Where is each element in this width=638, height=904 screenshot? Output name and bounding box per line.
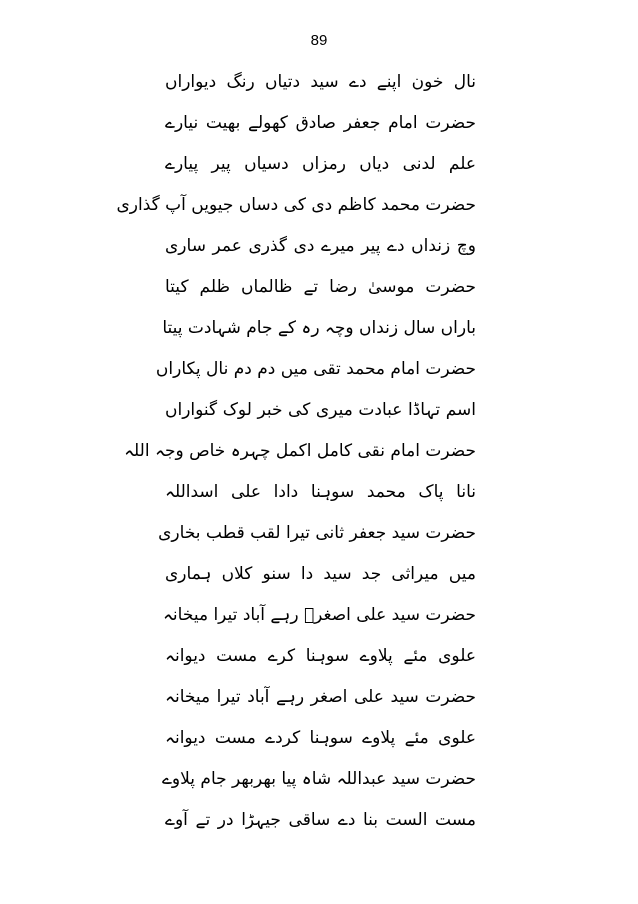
verse-line: میں میراثی جد سید دا سنو کلاں ہماری (165, 564, 476, 584)
verse-line: علوی مئے پلاوے سوہنا کردے مست دیوانہ (165, 728, 476, 748)
verse-line: وچ زنداں دے پیر میرے دی گذری عمر ساری (165, 236, 476, 256)
verse-line: حضرت موسیٰ رضا تے ظالماں ظلم کیتا (165, 277, 476, 297)
verse-line: حضرت سید عبداللہ شاہ پیا بھربھر جام پلاوے (161, 769, 476, 789)
verse-line: علوی مئے پلاوے سوہنا کرے مست دیوانہ (165, 646, 476, 666)
verse-line: مست الست بنا دے ساقی جیہڑا در تے آوے (165, 810, 476, 830)
verse-line: حضرت سید جعفر ثانی تیرا لقب قطب بخاری (158, 523, 476, 543)
verse-line: نانا پاک محمد سوہنا دادا علی اسداللہ (165, 482, 476, 502)
page-number: 89 (310, 32, 328, 49)
verse-line: حضرت محمد کاظم دی کی دساں جیویں آپ گذاری (116, 195, 476, 215)
verse-line: نال خون اپنے دے سید دتیاں رنگ دیواراں (165, 72, 476, 92)
verse-line: حضرت سید علی اصغرؒ رہے آباد تیرا میخانہ (162, 605, 476, 625)
verse-line: حضرت امام نقی کامل اکمل چہرہ خاص وجہ اللہ (124, 441, 476, 461)
poem-text (116, 62, 476, 841)
verse-line: حضرت امام جعفر صادق کھولے بھیت نیارے (165, 113, 476, 133)
verse-line: علم لدنی دیاں رمزاں دسیاں پیر پیارے (165, 154, 476, 174)
verse-line: حضرت امام محمد تقی میں دم دم نال پکاراں (155, 359, 476, 379)
verse-line: حضرت سید علی اصغر رہے آباد تیرا میخانہ (165, 687, 476, 707)
verse-line: اسم تہاڈا عبادت میری کی خبر لوک گنواراں (165, 400, 476, 420)
verse-line: باراں سال زنداں وچہ رہ کے جام شہادت پیتا (162, 318, 476, 338)
